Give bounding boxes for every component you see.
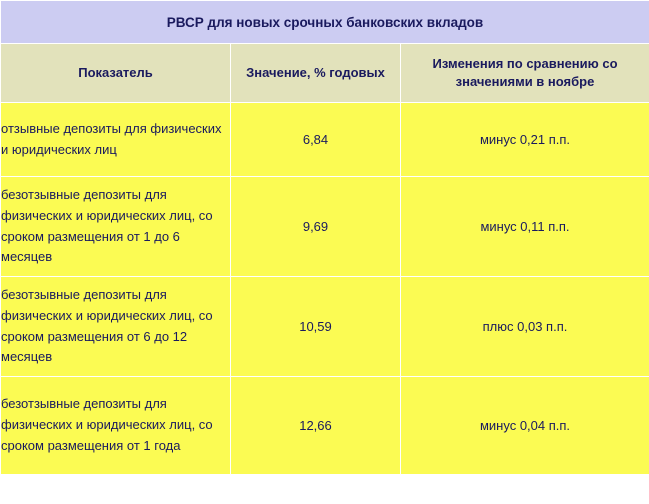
table-row [1,377,649,475]
table-row [1,177,649,277]
column-header-indicator: Показатель [1,44,231,103]
column-header-value: Значение, % годовых [231,44,401,103]
column-header-change: Изменения по сравнению со значениями в ноябре [401,44,649,103]
table-header-row [1,44,649,103]
table-title: РВСР для новых срочных банковских вкладов [1,1,649,44]
cell-change: минус 0,21 п.п. [401,103,649,177]
cell-value: 10,59 [231,277,401,377]
table-title-row [1,1,649,44]
cell-change: минус 0,11 п.п. [401,177,649,277]
cell-change: плюс 0,03 п.п. [401,277,649,377]
cell-value: 9,69 [231,177,401,277]
cell-indicator: отзывные депозиты для физических и юридических лиц [1,103,231,177]
cell-value: 6,84 [231,103,401,177]
cell-change: минус 0,04 п.п. [401,377,649,475]
cell-indicator: безотзывные депозиты для физических и юридических лиц, со сроком размещения от 1 до 6 месяцев [1,177,231,277]
cell-value: 12,66 [231,377,401,475]
table-row [1,277,649,377]
cell-indicator: безотзывные депозиты для физических и юридических лиц, со сроком размещения от 6 до 12 месяцев [1,277,231,377]
cell-indicator: безотзывные депозиты для физических и юридических лиц, со сроком размещения от 1 года [1,377,231,475]
table-row [1,103,649,177]
